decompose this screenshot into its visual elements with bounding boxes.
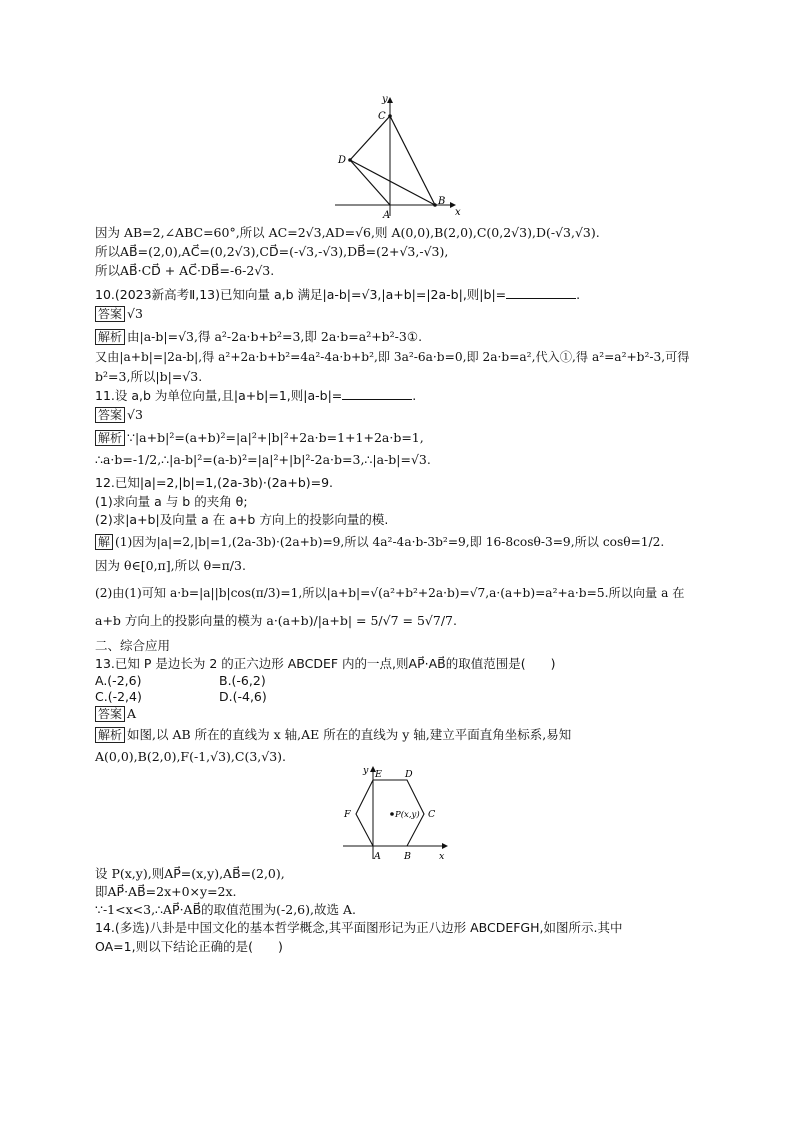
- q12-part2: (2)求|a+b|及向量 a 在 a+b 方向上的投影向量的模.: [95, 512, 389, 527]
- sol9-line2: 所以AB⃗=(2,0),AC⃗=(0,2√3),CD⃗=(-√3,-√3),DB⃗=(2+√3,-√3),: [95, 244, 449, 259]
- solution-tag: 解: [95, 534, 113, 550]
- q11-answer-value: √3: [127, 407, 143, 422]
- q13-option-D: D.(-4,6): [219, 689, 267, 704]
- label-E: E: [375, 769, 382, 780]
- q13-stem: 13.已知 P 是边长为 2 的正六边形 ABCDEF 内的一点,则AP⃗·AB⃗的取值范围是( ): [95, 656, 556, 671]
- analysis-tag: 解析: [95, 727, 125, 743]
- segment-CB: [390, 116, 435, 205]
- q11-analysis1-text: ∵|a+b|²=(a+b)²=|a|²+|b|²+2a·b=1+1+2a·b=1,: [127, 430, 424, 445]
- q13-analysis-line2: A(0,0),B(2,0),F(-1,√3),C(3,√3).: [95, 749, 287, 764]
- q13-option-B: B.(-6,2): [219, 673, 266, 688]
- answer-tag: 答案: [95, 407, 125, 423]
- answer-tag: 答案: [95, 306, 125, 322]
- label-C: C: [428, 809, 436, 820]
- q11-blank: [342, 388, 412, 400]
- q13-analysis1-text: 如图,以 AB 所在的直线为 x 轴,AE 所在的直线为 y 轴,建立平面直角坐标系,易知: [127, 727, 572, 742]
- analysis-tag: 解析: [95, 430, 125, 446]
- q11-stem: [95, 388, 416, 404]
- q13-line4: 即AP⃗·AB⃗=2x+0×y=2x.: [95, 884, 237, 899]
- q13-answer: [95, 706, 136, 722]
- point-P: [390, 812, 394, 816]
- point-D: [348, 158, 352, 162]
- q10-answer-value: √3: [127, 306, 143, 321]
- answer-tag: 答案: [95, 706, 125, 722]
- q11-answer: [95, 407, 143, 423]
- point-C: [388, 114, 392, 118]
- segment-CD: [350, 116, 390, 160]
- q11-stem-tail: .: [412, 388, 417, 403]
- label-D: D: [405, 769, 413, 780]
- q13-option-C: C.(-2,4): [95, 689, 142, 704]
- q10-stem-text: 10.(2023新高考Ⅱ,13)已知向量 a,b 满足|a-b|=√3,|a+b|=|2a-b|,则|b|=: [95, 287, 507, 302]
- label-D: D: [338, 155, 347, 166]
- label-A: A: [383, 210, 391, 220]
- label-y: y: [363, 765, 369, 776]
- q10-analysis-line1: [95, 329, 422, 345]
- q10-answer: [95, 306, 143, 322]
- q11-analysis-line1: [95, 430, 424, 446]
- label-F: F: [344, 809, 351, 820]
- point-B: [433, 203, 437, 207]
- q12-stem: 12.已知|a|=2,|b|=1,(2a-3b)·(2a+b)=9.: [95, 475, 334, 490]
- section-heading: 二、综合应用: [95, 638, 171, 653]
- label-A: A: [374, 851, 381, 862]
- q13-option-A: A.(-2,6): [95, 673, 142, 688]
- q11-analysis-line2: ∴a·b=-1/2,∴|a-b|²=(a-b)²=|a|²+|b|²-2a·b=3,∴|a-b|=√3.: [95, 452, 431, 467]
- segment-DA: [350, 160, 390, 205]
- q10-stem: [95, 287, 580, 303]
- label-B: B: [438, 196, 446, 207]
- figure-triangle-coordinates: [330, 92, 470, 220]
- q13-line3: 设 P(x,y),则AP⃗=(x,y),AB⃗=(2,0),: [95, 866, 285, 881]
- q14-line2: OA=1,则以下结论正确的是( ): [95, 939, 283, 954]
- segment-DB: [350, 160, 435, 205]
- analysis-tag: 解析: [95, 329, 125, 345]
- q12-solution-line1: [95, 534, 664, 550]
- q10-stem-tail: .: [576, 287, 581, 302]
- label-y: y: [382, 94, 388, 105]
- q12-sol1-text: (1)因为|a|=2,|b|=1,(2a-3b)·(2a+b)=9,所以 4a²-4a·b-3b²=9,即 16-8cosθ-3=9,所以 cosθ=1/2.: [115, 535, 665, 549]
- q12-solution-line3: (2)由(1)可知 a·b=|a||b|cos(π/3)=1,所以|a+b|=√(a²+b²+2a·b)=√7,a·(a+b)=a²+a·b=5.所以向量 a 在: [95, 586, 685, 600]
- q13-answer-value: A: [127, 706, 137, 721]
- q10-analysis-line3: b²=3,所以|b|=√3.: [95, 369, 203, 384]
- q12-solution-line4: a+b 方向上的投影向量的模为 a·(a+b)/|a+b| = 5/√7 = 5√7/7.: [95, 613, 457, 628]
- q13-line5: ∵-1<x<3,∴AP⃗·AB⃗的取值范围为(-2,6),故选 A.: [95, 902, 356, 917]
- sol9-line3: 所以AB⃗·CD⃗ + AC⃗·DB⃗=-6-2√3.: [95, 263, 275, 278]
- label-B: B: [404, 851, 411, 862]
- label-C: C: [378, 111, 386, 122]
- q10-analysis-line2: 又由|a+b|=|2a-b|,得 a²+2a·b+b²=4a²-4a·b+b²,即 3a²-6a·b=0,即 2a·b=a²,代入①,得 a²=a²+b²-3,可得: [95, 350, 690, 364]
- q12-part1: (1)求向量 a 与 b 的夹角 θ;: [95, 494, 248, 509]
- label-P: P(x,y): [395, 810, 420, 820]
- q10-blank: [506, 287, 576, 299]
- label-x: x: [439, 851, 445, 862]
- sol9-line1: 因为 AB=2,∠ABC=60°,所以 AC=2√3,AD=√6,则 A(0,0),B(2,0),C(0,2√3),D(-√3,√3).: [95, 225, 600, 240]
- label-x: x: [455, 207, 461, 218]
- q11-stem-text: 11.设 a,b 为单位向量,且|a+b|=1,则|a-b|=: [95, 388, 343, 403]
- q12-solution-line2: 因为 θ∈[0,π],所以 θ=π/3.: [95, 558, 246, 573]
- q14-line1: 14.(多选)八卦是中国文化的基本哲学概念,其平面图形记为正八边形 ABCDEFGH,如图所示.其中: [95, 920, 623, 935]
- q10-analysis1-text: 由|a-b|=√3,得 a²-2a·b+b²=3,即 2a·b=a²+b²-3①.: [127, 329, 423, 344]
- figure-hexagon-coordinates: [335, 762, 455, 864]
- q13-analysis-line1: [95, 727, 571, 743]
